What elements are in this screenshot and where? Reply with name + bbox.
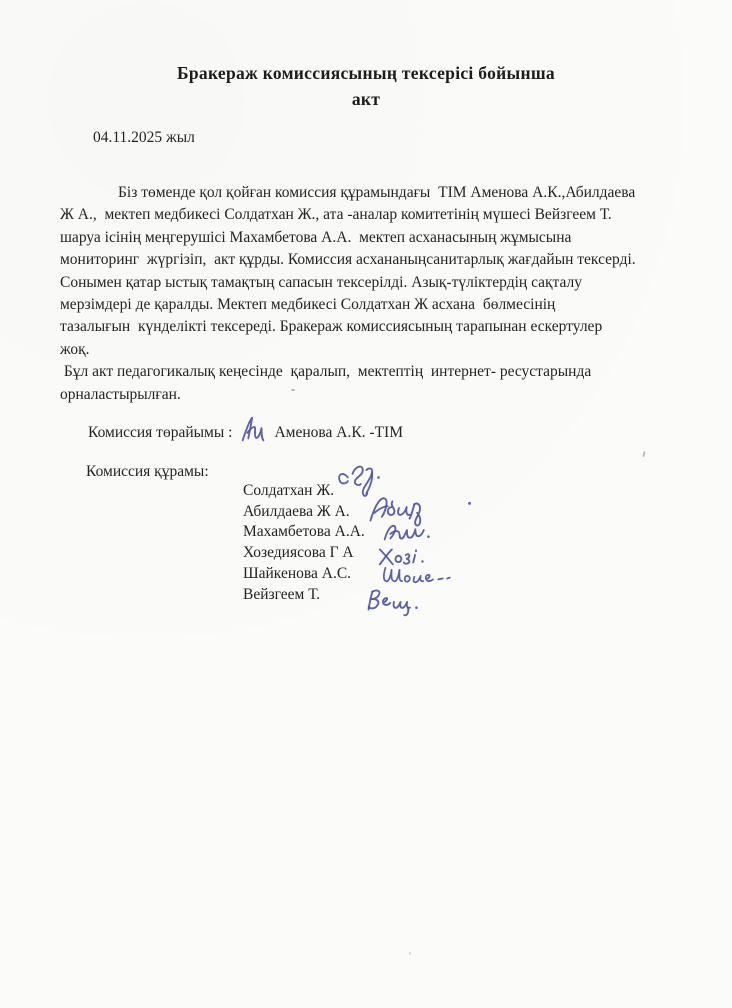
body-text-line: мерзімдері де қаралды. Мектеп медбикесі Солдатхан Ж асхана бөлмесінің xyxy=(60,296,556,314)
committee-member-name: Солдатхан Ж. xyxy=(243,482,335,499)
chair-signature xyxy=(238,414,268,446)
body-text-line: Сонымен қатар ыстық тамақтың сапасын тексерілді. Азық-түліктердің сақталу xyxy=(60,273,583,291)
committee-member-name: Абилдаева Ж А. xyxy=(243,502,350,520)
document-title xyxy=(0,60,732,112)
scan-speck xyxy=(291,389,295,391)
document-title-line1: Бракераж комиссиясының тексерісі бойынша xyxy=(177,63,555,83)
body-text-line: орналастырылған. xyxy=(60,385,181,403)
committee-label: Комиссия құрамы: xyxy=(86,463,209,480)
scan-speck xyxy=(409,952,411,955)
chair-row xyxy=(88,418,403,448)
body-text-line: Бұл акт педагогикалық кеңесінде қаралып, мектептің интернет- ресустарында xyxy=(60,363,592,381)
body-text-line: шаруа ісінің меңгерушісі Махамбетова А.А. мектеп асханасының жұмысына xyxy=(60,228,572,246)
committee-member-name: Шайкенова А.С. xyxy=(243,564,352,582)
committee-member-name: Махамбетова А.А. xyxy=(243,523,365,541)
chair-name: Аменова А.К. -ТІМ xyxy=(274,424,403,441)
body-text-line: мониторинг жүргізіп, акт құрды. Комиссия асхананыңсанитарлық жағдайын тексерді. xyxy=(60,251,636,269)
committee-member-name: Вейзгеем Т. xyxy=(243,585,321,603)
scan-speck xyxy=(642,451,645,457)
body-text-line: Біз төменде қол қойған комиссия құрамындағы ТІМ Аменова А.К.,Абилдаева xyxy=(118,184,636,201)
chair-label: Комиссия төрайымы : xyxy=(88,424,233,441)
body-text-line: жоқ. xyxy=(60,340,90,358)
body-text-line: Ж А., мектеп медбикесі Солдатхан Ж., ата -аналар комитетінің мүшесі Вейзгеем Т. xyxy=(60,206,612,224)
document-body xyxy=(60,182,636,406)
veizgeem-signature xyxy=(362,586,424,618)
document-date: 04.11.2025 жыл xyxy=(93,129,195,146)
body-text-line: тазалығын күнделікті тексереді. Бракераж комиссиясының тарапынан ескертулер xyxy=(60,318,603,336)
document-title-line2: акт xyxy=(351,89,381,109)
committee-member-name: Хозедиясова Г А xyxy=(243,544,354,562)
